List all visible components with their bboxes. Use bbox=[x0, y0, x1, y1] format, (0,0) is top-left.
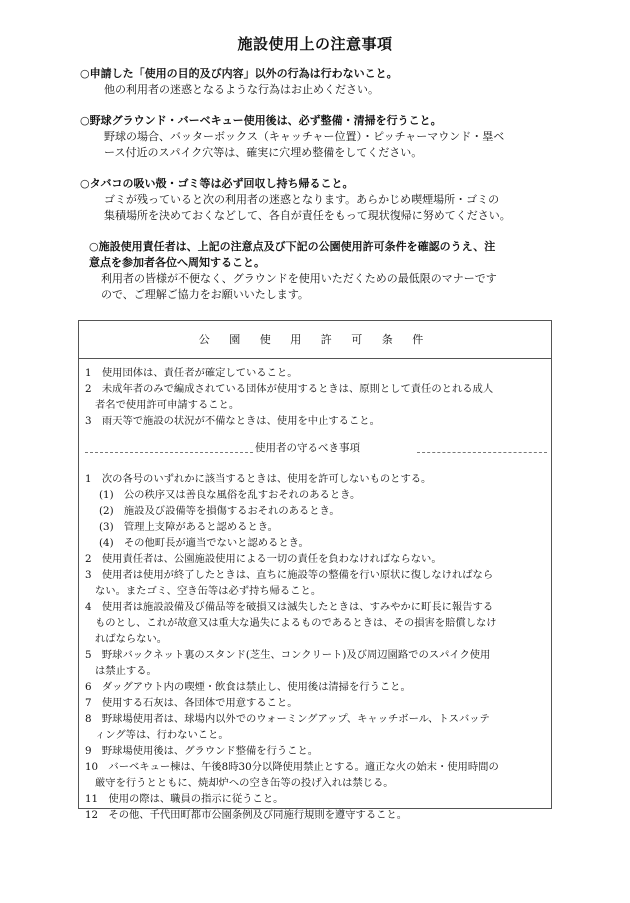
notice-text: ース付近のスパイク穴等は、確実に穴埋め整備をしてください。 bbox=[104, 146, 423, 159]
list-item bbox=[85, 551, 547, 567]
item-text: 1 使用団体は、責任者が確定していること。 bbox=[85, 367, 298, 379]
conditions-box bbox=[78, 320, 552, 821]
notice-text: 集積場所を決めておくなどして、各自が責任をもって現状復帰に努めてください。 bbox=[104, 209, 511, 222]
item-text: 5 野球バックネット裏のスタンド(芝生、コンクリート)及び周辺園路でのスパイク使用 bbox=[85, 649, 491, 661]
item-text: 10 バーベキュー棟は、午後8時30分以降使用禁止とする。適正な火の始末・使用時間の bbox=[85, 761, 499, 773]
notice-text: ゴミが残っていると次の利用者の迷惑となります。あらかじめ喫煙場所・ゴミの bbox=[104, 193, 500, 206]
list-item bbox=[85, 791, 547, 807]
item-text: 7 使用する石灰は、各団体で用意すること。 bbox=[85, 697, 298, 709]
item-text: 厳守を行うとともに、焼却炉への空き缶等の投げ入れは禁じる。 bbox=[95, 777, 394, 789]
list-item bbox=[85, 567, 547, 599]
divider bbox=[85, 452, 253, 453]
item-text: 6 ダッグアウト内の喫煙・飲食は禁止し、使用後は清掃を行うこと。 bbox=[85, 681, 411, 693]
item-text: 3 使用者は使用が終了したときは、直ちに施設等の整備を行い原状に復しなければなら bbox=[85, 569, 494, 581]
item-text: 9 野球場使用後は、グラウンド整備を行うこと。 bbox=[85, 745, 319, 757]
list-item bbox=[85, 807, 547, 823]
sub-item: (4) その他町長が適当でないと認めるとき。 bbox=[99, 537, 309, 549]
notice-heading: ○野球グラウンド・バーベキュー使用後は、必ず整備・清掃を行うこと。 bbox=[80, 114, 442, 127]
item-text: 者名で使用許可申請すること。 bbox=[95, 399, 240, 411]
notice-maintenance bbox=[80, 113, 504, 161]
notice-responsible-person bbox=[89, 239, 497, 303]
list-item bbox=[85, 679, 547, 695]
item-text: 12 その他、千代田町都市公園条例及び同施行規則を遵守すること。 bbox=[85, 809, 408, 821]
notice-garbage bbox=[80, 176, 511, 224]
notice-text: ので、ご理解ご協力をお願いいたします。 bbox=[101, 288, 309, 301]
notice-heading: ○タバコの吸い殻・ゴミ等は必ず回収し持ち帰ること。 bbox=[80, 177, 354, 190]
list-item bbox=[85, 759, 547, 791]
list-item bbox=[85, 365, 547, 381]
list-item bbox=[85, 471, 547, 487]
notice-heading: 意点を参加者各位へ周知すること。 bbox=[89, 256, 265, 269]
item-text: ものとし、これが故意又は重大な過失によるものであるときは、その損害を賠償しなけ bbox=[95, 617, 497, 629]
list-item bbox=[85, 413, 547, 429]
divider bbox=[417, 452, 547, 453]
item-text: 1 次の各号のいずれかに該当するときは、使用を許可しないものとする。 bbox=[85, 473, 432, 485]
sub-item: (3) 管理上支障があると認めるとき。 bbox=[99, 521, 278, 533]
item-text: 8 野球場使用者は、球場内以外でのウォーミングアップ、キャッチボール、トスバッテ bbox=[85, 713, 490, 725]
list-item bbox=[85, 647, 547, 679]
separator-label: 使用者の守るべき事項 bbox=[255, 442, 360, 454]
list-item bbox=[85, 599, 547, 647]
section-separator bbox=[79, 440, 551, 456]
item-text: 11 使用の際は、職員の指示に従うこと。 bbox=[85, 793, 284, 805]
notice-heading: ○施設使用責任者は、上記の注意点及び下記の公園使用許可条件を確認のうえ、注 bbox=[89, 240, 496, 253]
notice-text: 利用者の皆様が不便なく、グラウンドを使用いただくための最低限のマナーです bbox=[101, 272, 497, 285]
notice-purpose bbox=[80, 66, 398, 98]
list-item bbox=[85, 381, 547, 413]
item-text: 4 使用者は施設設備及び備品等を破損又は滅失したときは、すみやかに町長に報告する bbox=[85, 601, 494, 613]
item-text: は禁止する。 bbox=[95, 665, 157, 677]
item-text: ない。またゴミ、空き缶等は必ず持ち帰ること。 bbox=[95, 585, 322, 597]
sub-item: (1) 公の秩序又は善良な風俗を乱すおそれのあるとき。 bbox=[99, 489, 361, 501]
notice-heading: ○申請した「使用の目的及び内容」以外の行為は行わないこと。 bbox=[80, 67, 398, 80]
item-text: 3 雨天等で施設の状況が不備なときは、使用を中止すること。 bbox=[85, 415, 380, 427]
conditions-header: 公 園 使 用 許 可 条 件 bbox=[79, 321, 551, 359]
item-text: ィング等は、行わないこと。 bbox=[95, 729, 229, 741]
notice-text: 他の利用者の迷惑となるような行為はお止めください。 bbox=[104, 83, 379, 96]
page-title: 施設使用上の注意事項 bbox=[237, 35, 393, 53]
item-text: ればならない。 bbox=[95, 633, 168, 645]
sub-item: (2) 施設及び設備等を損傷するおそれのあるとき。 bbox=[99, 505, 340, 517]
item-text: 2 使用責任者は、公園施設使用による一切の責任を負わなければならない。 bbox=[85, 553, 442, 565]
rules-list bbox=[85, 471, 547, 823]
list-item bbox=[85, 743, 547, 759]
list-item bbox=[85, 711, 547, 743]
item-text: 2 未成年者のみで編成されている団体が使用するときは、原則として責任のとれる成人 bbox=[85, 383, 494, 395]
list-item bbox=[85, 695, 547, 711]
notice-text: 野球の場合、バッターボックス（キャッチャー位置）・ピッチャーマウンド・塁ベ bbox=[104, 130, 505, 143]
conditions-list bbox=[85, 365, 547, 429]
